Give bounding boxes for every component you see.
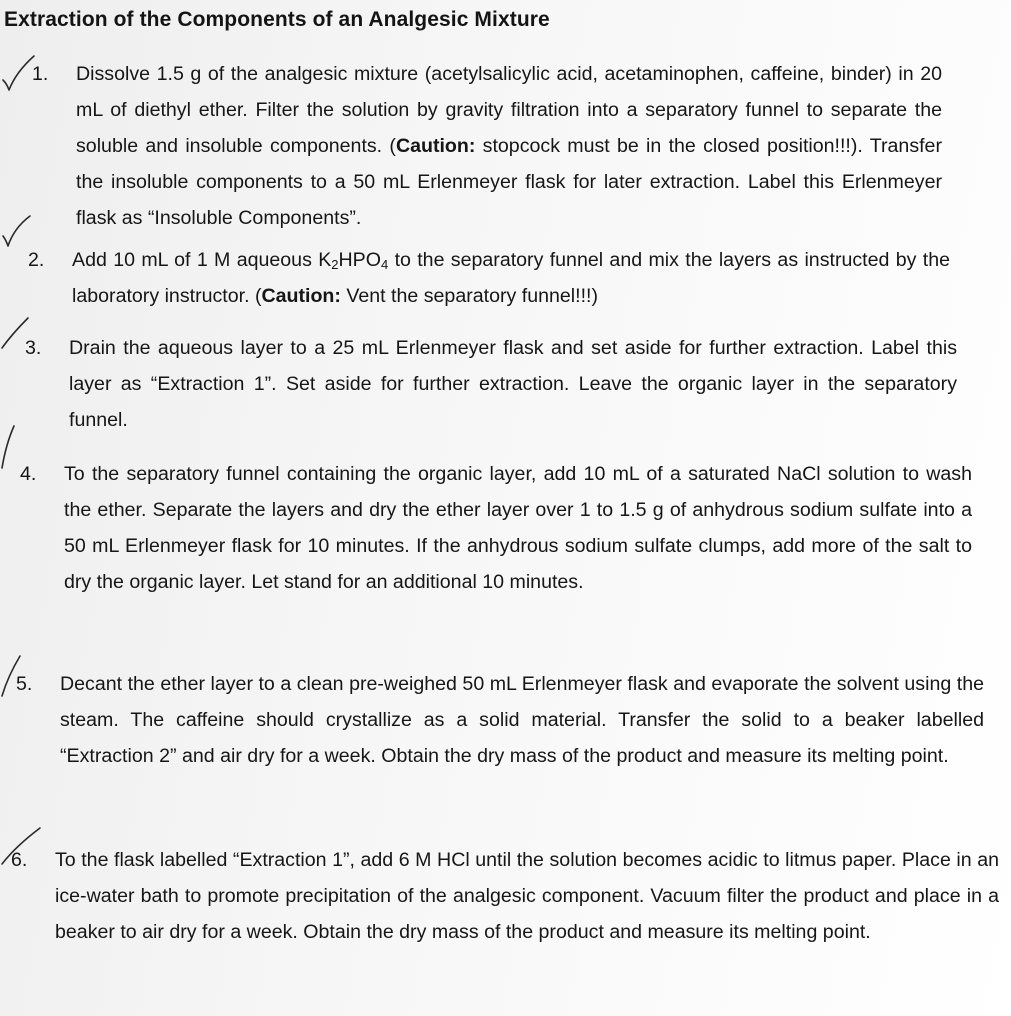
step-1	[32, 56, 942, 236]
step-5	[16, 666, 984, 774]
step-text: To the flask labelled “Extraction 1”, add 6 M HCl until the solution becomes acidic to litmus paper. Place in an ice-water bath to promote precipitation of the analgesic component. Vacuum filter the product and place in a beaker to air dry for a week. Obtain the dry mass of the product and measure its melting point.	[55, 849, 999, 943]
step-number: 4.	[20, 463, 37, 485]
step-number: 5.	[16, 673, 33, 695]
step-4	[20, 456, 972, 600]
step-number: 6.	[11, 849, 28, 871]
step-text: Drain the aqueous layer to a 25 mL Erlenmeyer flask and set aside for further extraction. Label this layer as “Extraction 1”. Set aside for further extraction. Leave the organic layer in the separatory funnel.	[69, 337, 957, 431]
step-number: 3.	[25, 337, 42, 359]
step-3	[25, 330, 957, 438]
step-text: Decant the ether layer to a clean pre-weighed 50 mL Erlenmeyer flask and evaporate the solvent using the steam. The caffeine should crystallize as a solid material. Transfer the solid to a beaker labelled “Extraction 2” and air dry for a week. Obtain the dry mass of the product and measure its melting point.	[60, 673, 984, 767]
step-text: To the separatory funnel containing the organic layer, add 10 mL of a saturated NaCl solution to wash the ether. Separate the layers and dry the ether layer over 1 to 1.5 g of anhydrous sodium sulfate into a 50 mL Erlenmeyer flask for 10 minutes. If the anhydrous sodium sulfate clumps, add more of the salt to dry the organic layer. Let stand for an additional 10 minutes.	[64, 463, 972, 593]
step-number: 1.	[32, 63, 49, 85]
page-title: Extraction of the Components of an Analgesic Mixture	[4, 8, 550, 31]
step-2	[28, 242, 950, 314]
caution-label: Caution:	[395, 135, 476, 157]
step-number: 2.	[28, 249, 45, 271]
caution-label: Caution:	[261, 285, 341, 307]
step-text: Add 10 mL of 1 M aqueous $K_2HPO_4$ to the separatory funnel and mix the layers as instructed by the laboratory instructor. (Caution: Vent the separatory funnel!!!)	[72, 249, 950, 307]
step-6	[11, 842, 999, 950]
step-text: Dissolve 1.5 g of the analgesic mixture (acetylsalicylic acid, acetaminophen, caffeine, binder) in 20 mL of diethyl ether. Filter the solution by gravity filtration into a separatory funnel to separate the soluble and insoluble components. (Caution: stopcock must be in the closed position!!!). Transfer the insoluble components to a 50 mL Erlenmeyer flask for later extraction. Label this Erlenmeyer flask as “Insoluble Components”.	[76, 63, 942, 229]
checkmark-icon	[0, 424, 20, 470]
